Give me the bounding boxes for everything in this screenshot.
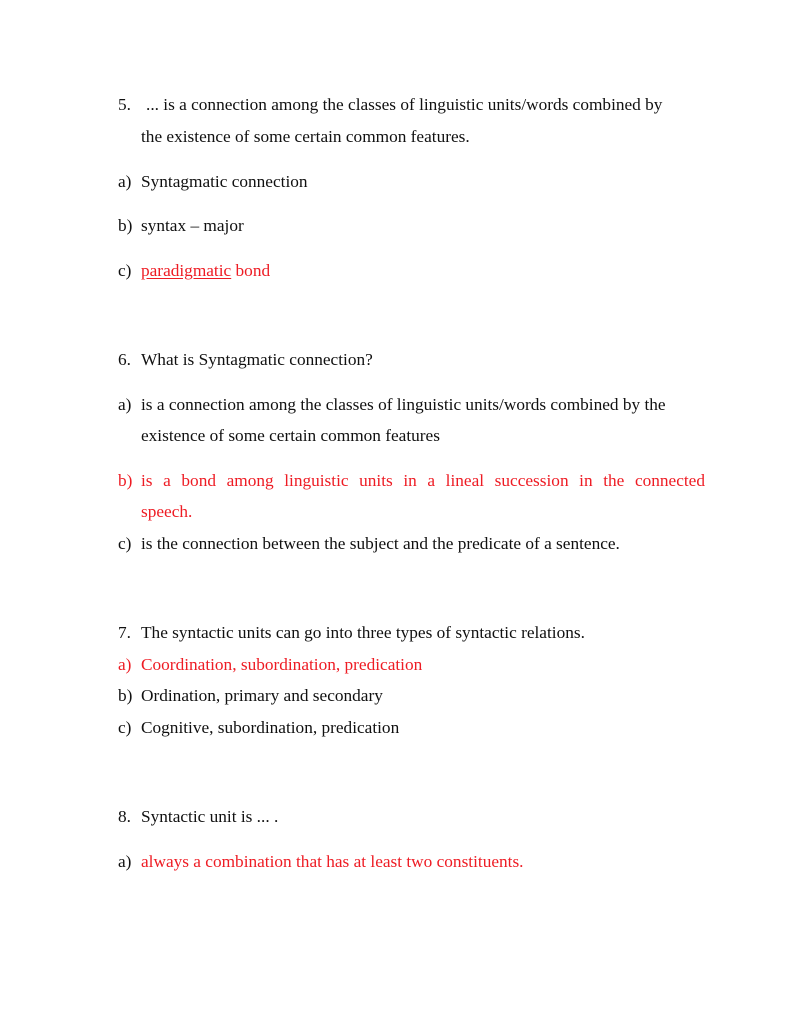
- question-6-option-a-line2: [0, 424, 800, 448]
- option-text-answer: [141, 259, 270, 283]
- question-stem: What is Syntagmatic connection?: [141, 350, 373, 369]
- question-5-option-a: [0, 170, 800, 194]
- question-7-option-b: [0, 684, 800, 708]
- option-text: Cognitive, subordination, predication: [141, 718, 400, 737]
- option-text-answer: is a bond among linguistic units in a lineal succession in the connected: [141, 471, 705, 490]
- question-6-option-c: [0, 532, 800, 556]
- question-7-option-a: [0, 653, 800, 677]
- question-5-stem-line2: [0, 125, 800, 149]
- option-marker: c): [118, 718, 132, 737]
- question-stem: Syntactic unit is ... .: [141, 807, 279, 826]
- option-text-answer: Coordination, subordination, predication: [141, 655, 423, 674]
- option-text: Syntagmatic connection: [141, 172, 308, 191]
- question-number: 5.: [118, 95, 131, 114]
- question-stem: the existence of some certain common features.: [141, 127, 470, 146]
- question-5-option-b: [0, 214, 800, 238]
- question-6-stem: [0, 348, 800, 372]
- option-marker: c): [118, 534, 132, 553]
- question-8-stem: [0, 805, 800, 829]
- question-7-stem: [0, 621, 800, 645]
- option-marker: a): [118, 852, 132, 871]
- question-number: 7.: [118, 623, 131, 642]
- option-marker: a): [118, 655, 132, 674]
- option-marker: b): [118, 216, 133, 235]
- question-stem: The syntactic units can go into three types of syntactic relations.: [141, 623, 585, 642]
- question-8-option-a: [0, 850, 800, 874]
- question-6-option-b-line1: [0, 469, 800, 493]
- option-text: Ordination, primary and secondary: [141, 686, 383, 705]
- answer-rest: bond: [231, 261, 271, 280]
- option-marker: c): [118, 261, 132, 280]
- option-marker: b): [118, 686, 133, 705]
- question-number: 6.: [118, 350, 131, 369]
- question-5-stem-line1: [0, 93, 800, 117]
- option-marker: a): [118, 172, 132, 191]
- option-text: is a connection among the classes of linguistic units/words combined by the: [141, 395, 666, 414]
- question-7-option-c: [0, 716, 800, 740]
- option-marker: b): [118, 471, 133, 490]
- answer-underlined-word: paradigmatic: [141, 261, 232, 280]
- option-text: syntax – major: [141, 216, 244, 235]
- question-number: 8.: [118, 807, 131, 826]
- question-5-option-c: [0, 259, 800, 283]
- question-stem: ... is a connection among the classes of linguistic units/words combined by: [146, 95, 663, 114]
- option-text: existence of some certain common features: [141, 426, 440, 445]
- option-text-answer: speech.: [141, 502, 193, 521]
- question-6-option-b-line2: [0, 500, 800, 524]
- option-marker: a): [118, 395, 132, 414]
- option-text: is the connection between the subject and the predicate of a sentence.: [141, 534, 620, 553]
- question-6-option-a-line1: [0, 393, 800, 417]
- option-text-answer: always a combination that has at least two constituents.: [141, 852, 524, 871]
